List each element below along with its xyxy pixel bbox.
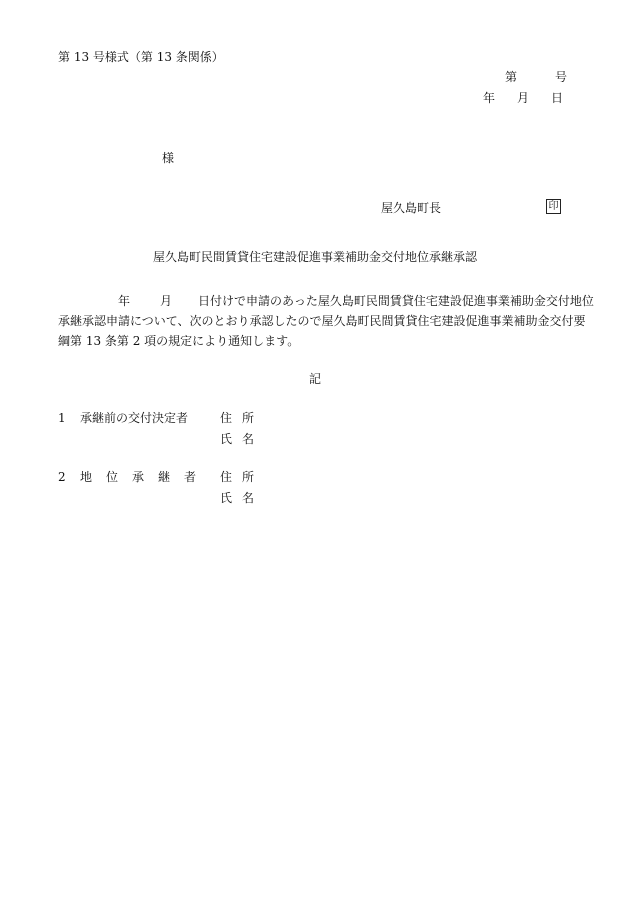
item-1-name-label: 氏名	[220, 432, 265, 446]
ki-heading: 記	[308, 372, 321, 386]
item-1-number: 1	[58, 411, 66, 425]
issuer-name: 屋久島町長	[381, 201, 442, 215]
document-number-line	[505, 71, 567, 83]
body-line-2: 承継承認申請について、次のとおり承認したので屋久島町民間賃貸住宅建設促進事業補助金交付要	[58, 314, 586, 328]
body-year: 年	[118, 294, 131, 308]
form-number: 第 13 号様式（第 13 条関係）	[58, 50, 224, 64]
addressee-sama: 様	[162, 151, 175, 165]
doc-number-go: 号	[555, 70, 568, 84]
doc-number-dai: 第	[505, 70, 518, 84]
date-month: 月	[517, 91, 530, 105]
body-line-1-text: 日付けで申請のあった屋久島町民間賃貸住宅建設促進事業補助金交付地位	[198, 294, 594, 308]
date-year: 年	[483, 91, 496, 105]
item-2-label: 地位承継者	[80, 470, 211, 484]
body-line-1	[58, 291, 594, 311]
body-month: 月	[160, 294, 173, 308]
item-2-name-label: 氏名	[220, 491, 265, 505]
document-title: 屋久島町民間賃貸住宅建設促進事業補助金交付地位承継承認	[152, 250, 477, 264]
document-date-line	[483, 92, 563, 104]
item-1-label: 承継前の交付決定者	[80, 411, 189, 425]
body-paragraph	[58, 291, 594, 351]
body-line-3: 綱第 13 条第 2 項の規定により通知します。	[58, 334, 300, 348]
item-2-address-label: 住所	[220, 470, 265, 484]
seal-mark: 印	[546, 199, 561, 214]
date-day: 日	[551, 91, 564, 105]
item-2-number: 2	[58, 470, 66, 484]
item-1-address-label: 住所	[220, 411, 265, 425]
